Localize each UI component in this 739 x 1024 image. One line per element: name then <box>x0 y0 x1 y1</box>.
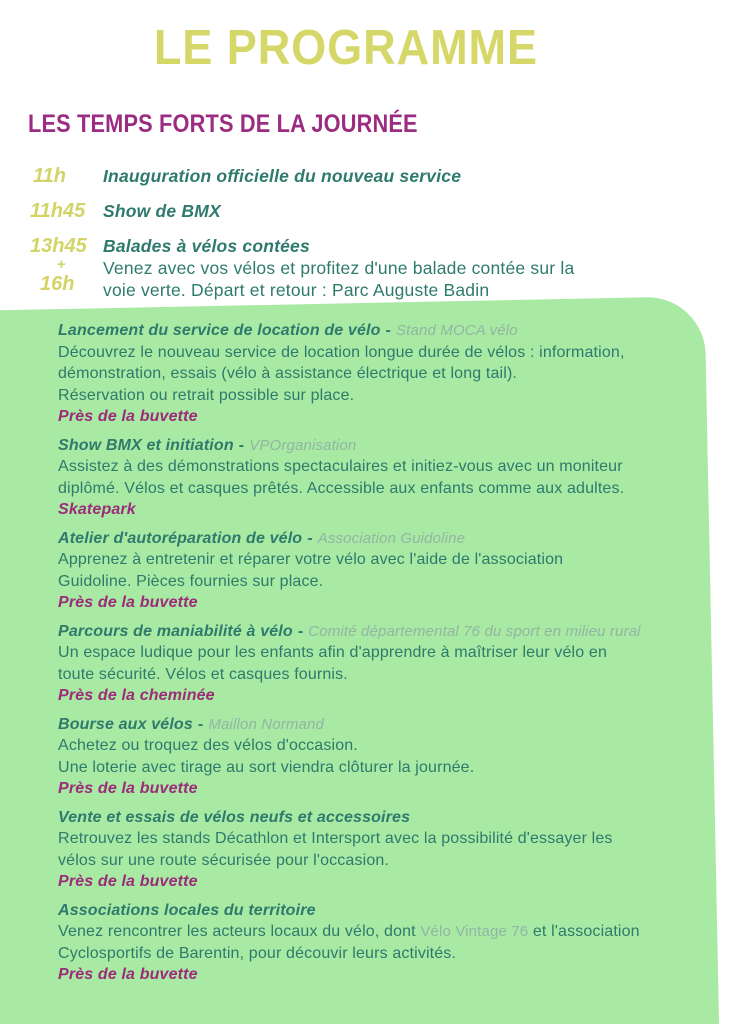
event-block <box>58 714 703 800</box>
event-block <box>58 900 703 986</box>
event-title: Atelier d'autoréparation de vélo <box>58 529 303 547</box>
event-block <box>58 435 703 521</box>
event-text-highlight: Vélo Vintage 76 <box>420 923 529 940</box>
schedule-time-start: 13h45 <box>30 235 87 257</box>
event-text-line: vélos sur une route sécurisée pour l'occasion. <box>58 851 390 869</box>
schedule-time: 11h <box>33 165 66 187</box>
event-title: Associations locales du territoire <box>58 901 316 919</box>
event-text-line: Découvrez le nouveau service de location longue durée de vélos : information, <box>58 343 625 361</box>
event-organizer: Comité départemental 76 du sport en milieu rural <box>308 622 641 640</box>
event-location: Près de la buvette <box>58 594 198 611</box>
event-title-line <box>58 807 703 829</box>
event-title-line <box>58 528 703 550</box>
event-location: Skatepark <box>58 501 136 518</box>
schedule-time-plus: + <box>56 256 66 273</box>
schedule-row <box>30 200 690 222</box>
event-title-line <box>58 435 703 457</box>
schedule-title: Show de BMX <box>103 201 221 221</box>
event-text-line <box>58 921 703 943</box>
event-location: Près de la buvette <box>58 408 198 425</box>
event-location: Près de la cheminée <box>58 687 215 704</box>
event-title: Parcours de maniabilité à vélo <box>58 622 293 640</box>
event-block <box>58 807 703 893</box>
event-text-line: Retrouvez les stands Décathlon et Intersport avec la possibilité d'essayer les <box>58 830 613 847</box>
schedule-time-end: 16h <box>40 273 75 295</box>
page-title: LE PROGRAMME <box>153 21 539 75</box>
title-separator: - <box>307 529 313 547</box>
schedule <box>30 165 690 314</box>
schedule-row <box>30 235 690 301</box>
title-separator: - <box>297 622 304 640</box>
event-organizer: Maillon Normand <box>208 715 325 733</box>
event-title: Bourse aux vélos <box>58 715 193 733</box>
event-organizer: Stand MOCA vélo <box>396 322 518 339</box>
title-separator: - <box>197 715 204 733</box>
event-title: Vente et essais de vélos neufs et accessoires <box>58 808 411 826</box>
event-block <box>58 621 703 707</box>
schedule-time: 11h45 <box>30 200 86 222</box>
event-text-line: Un espace ludique pour les enfants afin d'apprendre à maîtriser leur vélo en <box>58 644 608 661</box>
event-organizer: VPOrganisation <box>249 436 357 454</box>
schedule-description-line: voie verte. Départ et retour : Parc Auguste Badin <box>103 280 490 300</box>
event-block <box>58 320 703 428</box>
event-block <box>58 528 703 614</box>
event-text-line: Apprenez à entretenir et réparer votre vélo avec l'aide de l'association <box>58 551 564 568</box>
title-separator: - <box>385 322 392 339</box>
event-location: Près de la buvette <box>58 966 198 983</box>
event-text-line: Achetez ou troquez des vélos d'occasion. <box>58 737 358 754</box>
event-location: Près de la buvette <box>58 780 198 797</box>
event-text-line: Cyclosportifs de Barentin, pour découvir leurs activités. <box>58 944 457 962</box>
schedule-title: Balades à vélos contées <box>103 236 310 256</box>
event-title-line <box>58 900 703 922</box>
event-title-line <box>58 320 703 342</box>
event-text-line: diplômé. Vélos et casques prêtés. Accessible aux enfants comme aux adultes. <box>58 479 625 497</box>
event-text-line: Une loterie avec tirage au sort viendra clôturer la journée. <box>58 758 475 776</box>
event-text-segment: Venez rencontrer les acteurs locaux du vélo, dont <box>58 923 421 940</box>
event-text-line: Réservation ou retrait possible sur place. <box>58 386 355 404</box>
event-title: Lancement du service de location de vélo <box>58 322 381 339</box>
event-text-line: Guidoline. Pièces fournies sur place. <box>58 572 324 590</box>
event-location: Près de la buvette <box>58 873 198 890</box>
event-title: Show BMX et initiation <box>58 436 234 454</box>
schedule-row <box>30 165 690 187</box>
event-organizer: Association Guidoline <box>317 529 466 547</box>
schedule-description-line: Venez avec vos vélos et profitez d'une balade contée sur la <box>103 258 575 278</box>
event-text-line: toute sécurité. Vélos et casques fournis. <box>58 665 348 683</box>
event-title-line <box>58 714 703 736</box>
event-text-segment: et l'association <box>528 923 640 940</box>
events-list <box>58 320 703 993</box>
event-text-line: démonstration, essais (vélo à assistance électrique et long tail). <box>58 365 518 382</box>
event-title-line <box>58 621 703 643</box>
event-text-line: Assistez à des démonstrations spectaculaires et initiez-vous avec un moniteur <box>58 458 623 475</box>
schedule-title: Inauguration officielle du nouveau service <box>103 166 462 186</box>
section-heading: LES TEMPS FORTS DE LA JOURNÉE <box>28 110 418 138</box>
title-separator: - <box>238 436 245 454</box>
